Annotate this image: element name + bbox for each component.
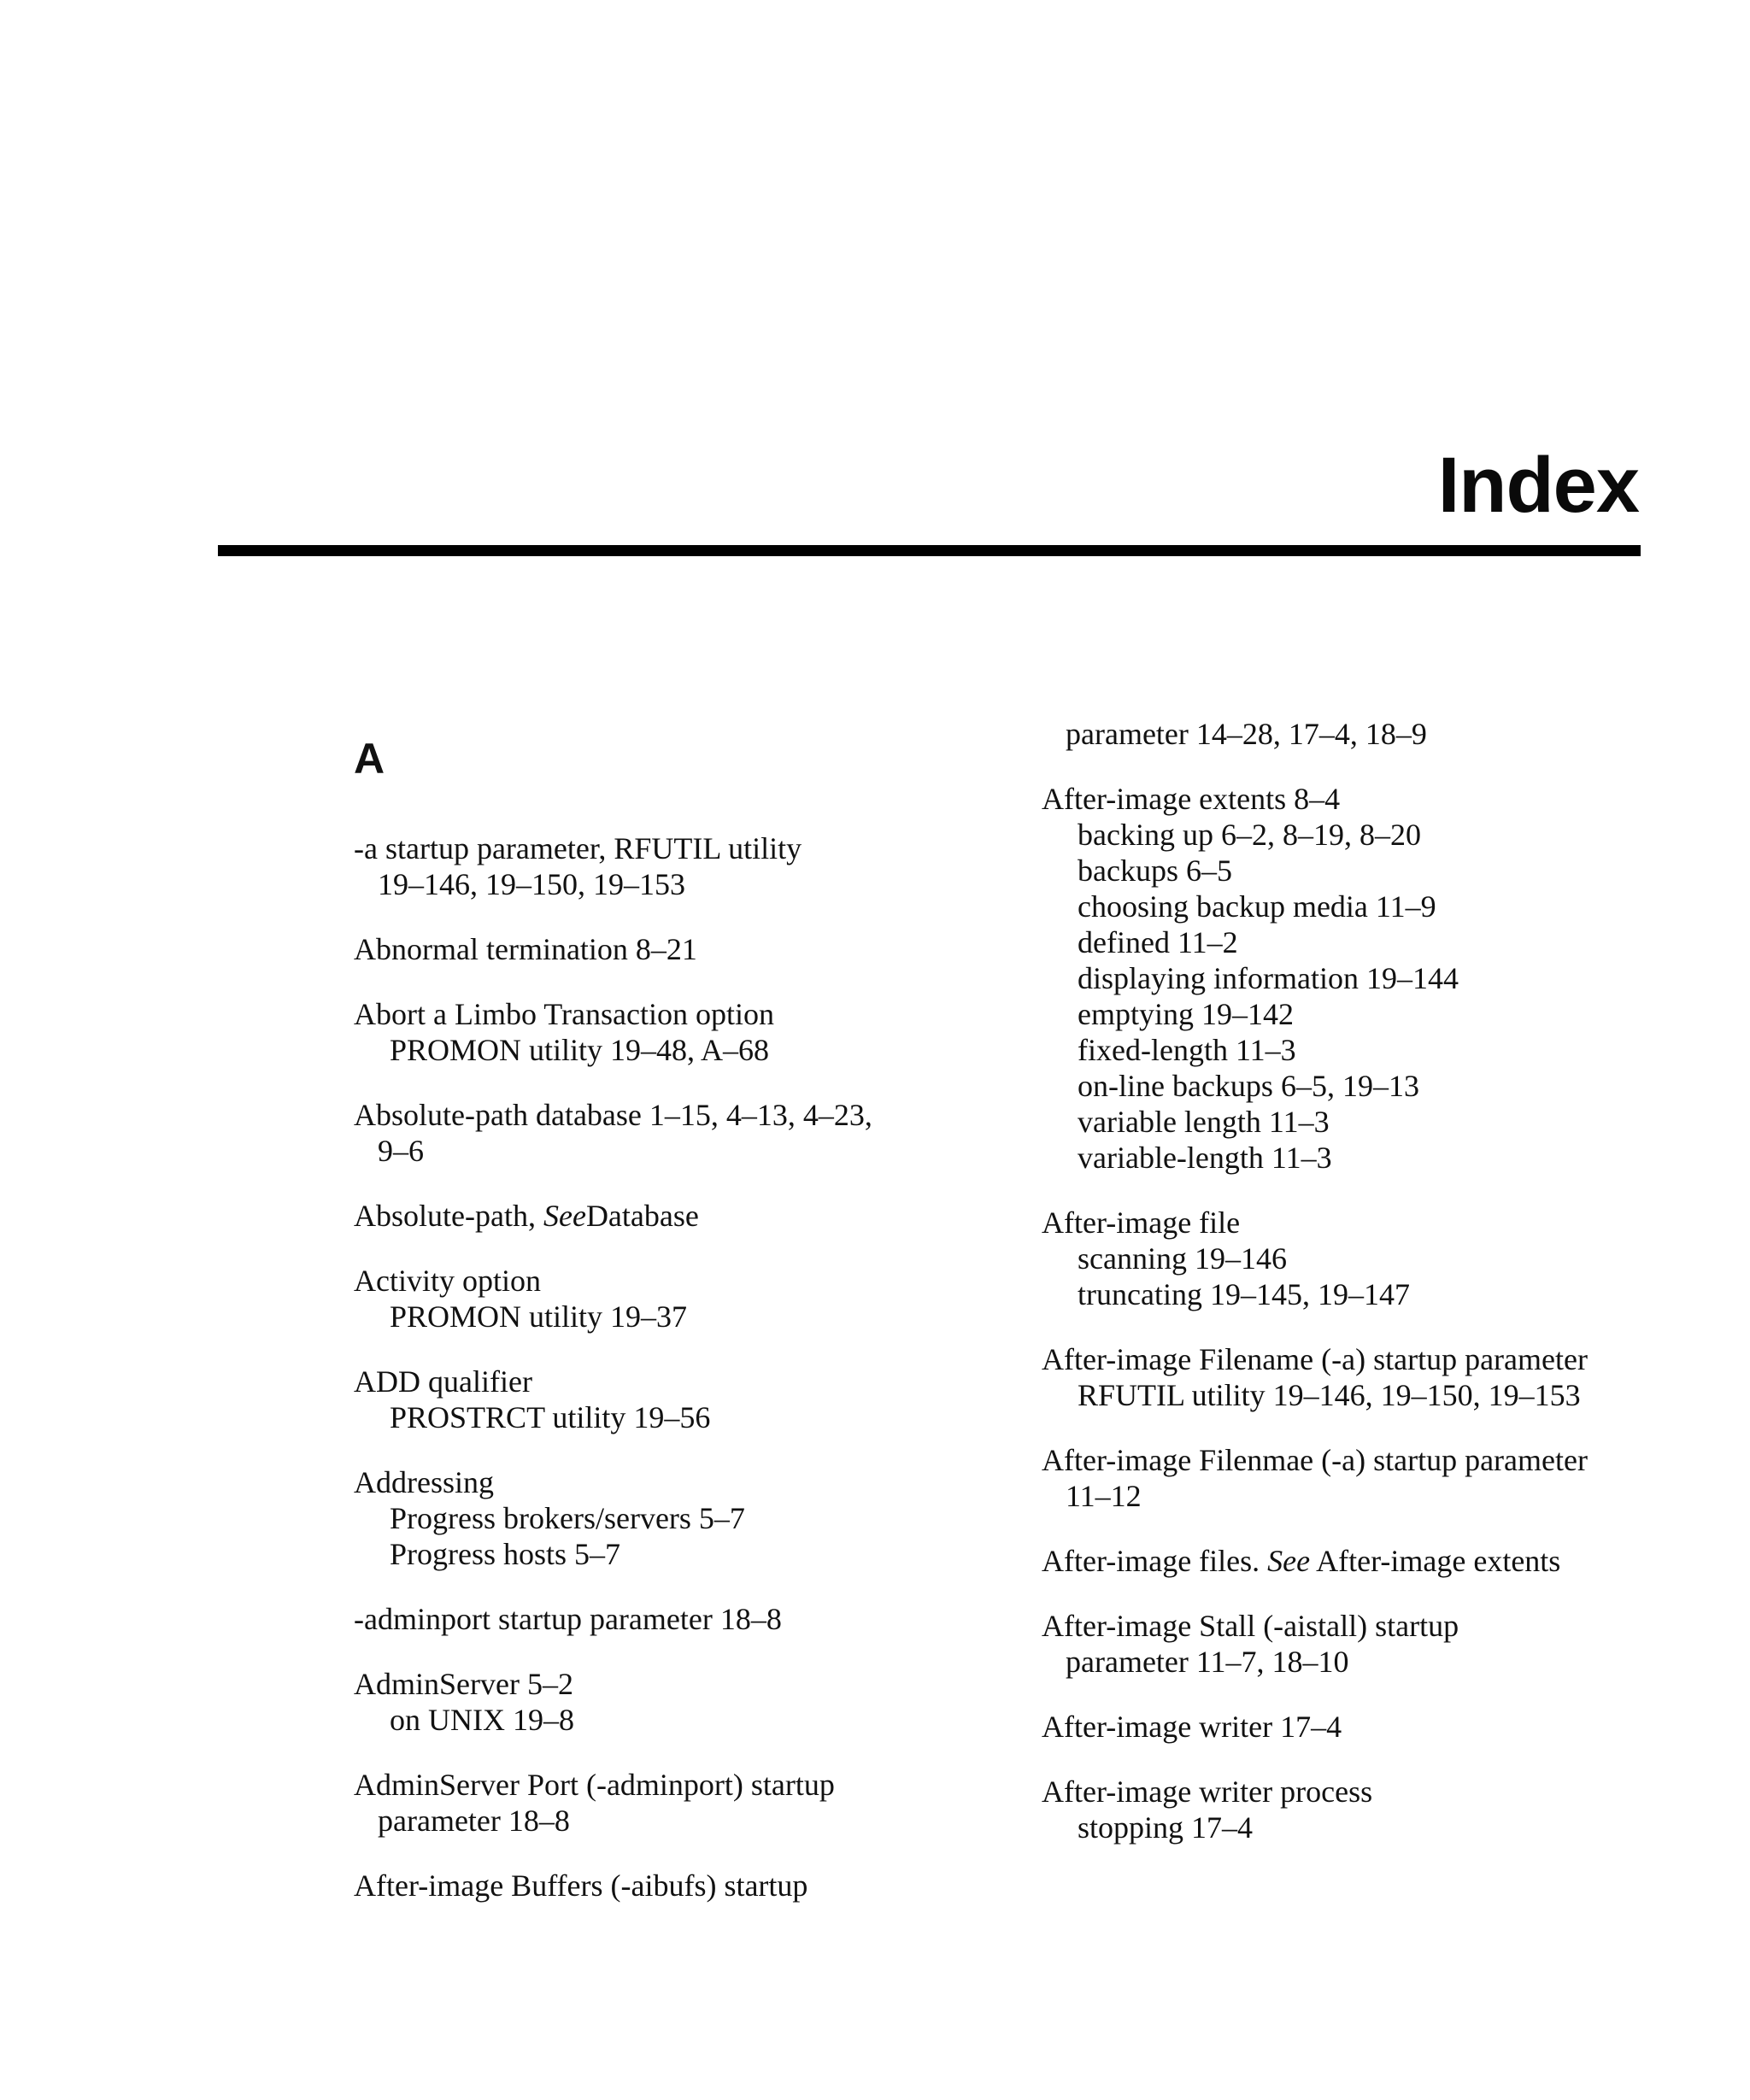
entry-head [1042,1774,1657,1810]
section-letter: A [354,735,385,783]
subentry: scanning 19–146 [1078,1241,1287,1276]
subentry: PROMON utility 19–48, A–68 [390,1033,770,1067]
see-reference: See [1267,1544,1311,1578]
page-title: Index [1437,442,1639,529]
entry-text: -a startup parameter, RFUTIL utility [354,831,802,865]
entry-head [1042,1709,1657,1745]
continued-line: parameter 14–28, 17–4, 18–9 [1066,717,1427,751]
index-entry [354,1263,943,1334]
entry-text: After-image Filename (-a) startup parameter [1042,1342,1588,1376]
subentry: Progress hosts 5–7 [390,1537,621,1571]
entry-text: After-image Stall (-aistall) startup [1042,1609,1459,1643]
entry-text: After-image Filenmae (-a) startup parameter [1042,1443,1588,1477]
index-entry [354,1767,943,1839]
index-entry [354,1464,943,1572]
subentry: PROMON utility 19–37 [390,1299,688,1334]
subentry: backups 6–5 [1078,853,1232,888]
title-rule [218,545,1641,556]
entry-text: After-image writer 17–4 [1042,1710,1342,1744]
index-entry [1042,1709,1657,1745]
index-entry [354,830,943,902]
entry-head [354,1097,943,1169]
see-reference: See [543,1199,586,1233]
subentry: on UNIX 19–8 [390,1703,574,1737]
entry-head [354,1464,943,1500]
entry-continuation: 9–6 [378,1134,424,1168]
entry-text: Absolute-path, [354,1199,543,1233]
subentry: variable-length 11–3 [1078,1141,1332,1175]
entry-head [1042,781,1657,817]
index-entry [1042,1608,1657,1680]
entry-head [354,1868,943,1903]
subentry: displaying information 19–144 [1078,961,1459,995]
index-column-right [1042,716,1657,1874]
entry-text: AdminServer 5–2 [354,1667,573,1701]
entry-head [354,1364,943,1399]
subentry: variable length 11–3 [1078,1105,1330,1139]
subentry: emptying 19–142 [1078,997,1294,1031]
index-entry [354,1666,943,1738]
entry-text: Activity option [354,1264,541,1298]
entry-head [1042,1543,1657,1579]
entry-text: After-image writer process [1042,1774,1373,1809]
entry-text: Abnormal termination 8–21 [354,932,697,966]
index-entry [354,1601,943,1637]
entry-target: After-image extents [1310,1544,1561,1578]
subentry: fixed-length 11–3 [1078,1033,1296,1067]
index-entry [354,931,943,967]
index-entry [1042,781,1657,1176]
index-entry [1042,1774,1657,1845]
subentry: backing up 6–2, 8–19, 8–20 [1078,818,1421,852]
index-entry [354,996,943,1068]
entry-head [1042,1608,1657,1680]
entry-head [354,996,943,1032]
subentry: stopping 17–4 [1078,1810,1254,1845]
subentry: on-line backups 6–5, 19–13 [1078,1069,1419,1103]
index-entry [354,1198,943,1234]
entry-continuation: 19–146, 19–150, 19–153 [378,867,685,901]
entry-head [354,830,943,902]
index-entry [354,1097,943,1169]
index-entry [1042,1205,1657,1312]
entry-head [1042,1341,1657,1377]
entry-text: After-image Buffers (-aibufs) startup [354,1868,808,1903]
entry-text: Absolute-path database 1–15, 4–13, 4–23, [354,1098,872,1132]
index-entry [1042,1442,1657,1514]
continued-entry [1042,716,1657,752]
subentry: truncating 19–145, 19–147 [1078,1277,1410,1311]
entry-head [1042,1205,1657,1241]
entry-text: AdminServer Port (-adminport) startup [354,1768,835,1802]
subentry: Progress brokers/servers 5–7 [390,1501,745,1535]
entry-text: ADD qualifier [354,1364,532,1399]
subentry: choosing backup media 11–9 [1078,889,1436,924]
subentry: RFUTIL utility 19–146, 19–150, 19–153 [1078,1378,1581,1412]
index-entry [354,1868,943,1903]
entry-head [1042,1442,1657,1514]
index-entry [1042,1543,1657,1579]
index-entry [354,1364,943,1435]
entry-text: After-image file [1042,1205,1241,1240]
entry-text: Abort a Limbo Transaction option [354,997,774,1031]
subentry: PROSTRCT utility 19–56 [390,1400,711,1434]
entries-right [1042,781,1657,1845]
entry-head [354,931,943,967]
entry-text: After-image files. [1042,1544,1268,1578]
entry-head [354,1198,943,1234]
entry-text: After-image extents 8–4 [1042,782,1341,816]
index-entry [1042,1341,1657,1413]
entry-head [354,1666,943,1702]
entry-head [354,1601,943,1637]
entry-continuation: 11–12 [1066,1479,1142,1513]
entry-continuation: parameter 18–8 [378,1804,570,1838]
entry-target: Database [585,1199,699,1233]
entry-continuation: parameter 11–7, 18–10 [1066,1645,1349,1679]
subentry: defined 11–2 [1078,925,1238,959]
entry-text: -adminport startup parameter 18–8 [354,1602,782,1636]
entry-text: Addressing [354,1465,494,1499]
entries-left [354,830,943,1903]
entry-head [354,1263,943,1299]
entry-head [354,1767,943,1839]
index-column-left [354,716,943,1933]
